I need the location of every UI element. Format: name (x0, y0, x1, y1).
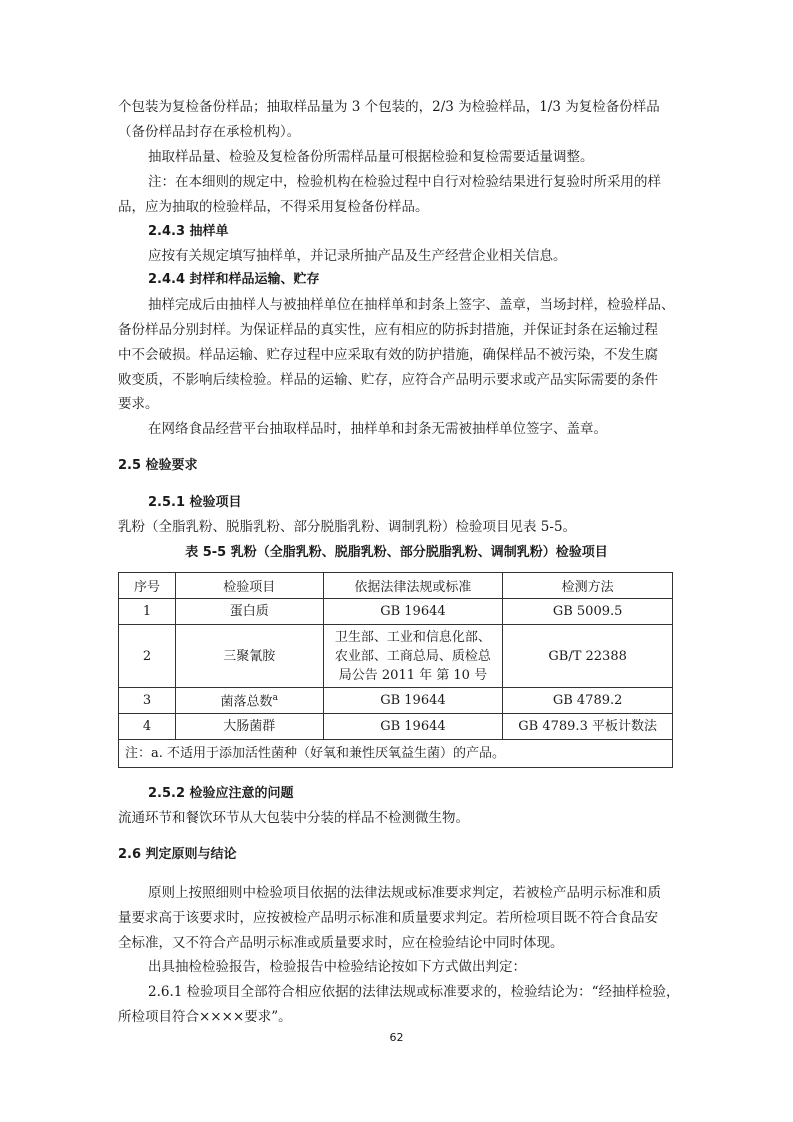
table-row (119, 625, 673, 688)
table-row (119, 599, 673, 625)
column-header: 检测方法 (503, 573, 673, 599)
cell-item: 蛋白质 (175, 599, 323, 625)
section-heading: 2.4.3 抽样单 (148, 224, 229, 239)
basis-line: 卫生部、工业和信息化部、 (334, 629, 491, 645)
cell-item (175, 688, 323, 714)
item-label: 菌落总数 (220, 694, 273, 710)
paragraph-line: 量要求高于该要求时，应按被检产品明示标准和质量要求判定。若所检项目既不符合食品安 (118, 910, 658, 926)
table-header-row (119, 573, 673, 599)
note-line: 品，应为抽取的检验样品，不得采用复检备份样品。 (118, 199, 429, 215)
paragraph-line: 败变质，不影响后续检验。样品的运输、贮存，应符合产品明示要求或产品实际需要的条件 (118, 372, 658, 388)
paragraph-line: 备份样品分别封样。为保证样品的真实性，应有相应的防拆封措施，并保证封条在运输过程 (118, 322, 658, 338)
cell-method: GB 5009.5 (503, 599, 673, 625)
cell-basis: GB 19644 (323, 599, 503, 625)
note-line: 注：在本细则的规定中，检验机构在检验过程中自行对检验结果进行复验时所采用的样 (148, 174, 661, 190)
paragraph-line: 要求。 (118, 396, 159, 412)
paragraph-line: 抽样完成后由抽样人与被抽样单位在抽样单和封条上签字、盖章，当场封样，检验样品、 (148, 297, 675, 313)
cell-method: GB 4789.2 (503, 688, 673, 714)
cell-basis: GB 19644 (323, 688, 503, 714)
column-header: 序号 (119, 573, 176, 599)
paragraph-line: 在网络食品经营平台抽取样品时，抽样单和封条无需被抽样单位签字、盖章。 (148, 421, 607, 437)
cell-no: 4 (119, 714, 176, 740)
section-heading: 2.6 判定原则与结论 (118, 847, 237, 862)
cell-basis (323, 625, 503, 688)
table-row (119, 714, 673, 740)
table-note-row (119, 740, 673, 768)
section-heading: 2.5.1 检验项目 (148, 495, 242, 510)
cell-method: GB/T 22388 (503, 625, 673, 688)
paragraph-line: 应按有关规定填写抽样单，并记录所抽产品及生产经营企业相关信息。 (148, 248, 567, 264)
paragraph-line: 个包装为复检备份样品；抽取样品量为 3 个包装的，2/3 为检验样品，1/3 为复检备份样品 (118, 99, 660, 115)
table-caption: 表 5-5 乳粉（全脂乳粉、脱脂乳粉、部分脱脂乳粉、调制乳粉）检验项目 (185, 545, 608, 560)
basis-line: 农业部、工商总局、质检总 (334, 648, 491, 664)
section-heading: 2.4.4 封样和样品运输、贮存 (148, 272, 320, 287)
paragraph-line: 出具抽检检验报告，检验报告中检验结论按如下方式做出判定： (148, 959, 526, 975)
page-number: 62 (389, 1031, 404, 1044)
cell-item: 大肠菌群 (175, 714, 323, 740)
inspection-items-table (118, 572, 673, 768)
cell-no: 2 (119, 625, 176, 688)
cell-no: 1 (119, 599, 176, 625)
paragraph-line: 抽取样品量、检验及复检备份所需样品量可根据检验和复检需要适量调整。 (148, 149, 594, 165)
paragraph-line: 乳粉（全脂乳粉、脱脂乳粉、部分脱脂乳粉、调制乳粉）检验项目见表 5-5。 (118, 519, 577, 535)
paragraph-line: 所检项目符合××××要求”。 (118, 1009, 292, 1025)
paragraph-line: 中不会破损。样品运输、贮存过程中应采取有效的防护措施，确保样品不被污染，不发生腐 (118, 347, 658, 363)
table-row (119, 688, 673, 714)
cell-basis: GB 19644 (323, 714, 503, 740)
footnote-marker: a (272, 693, 278, 704)
section-heading: 2.5 检验要求 (118, 458, 198, 473)
cell-item: 三聚氰胺 (175, 625, 323, 688)
cell-method: GB 4789.3 平板计数法 (503, 714, 673, 740)
paragraph-line: 全标准，又不符合产品明示标准或质量要求时，应在检验结论中同时体现。 (118, 935, 564, 951)
column-header: 检验项目 (175, 573, 323, 599)
paragraph-line: （备份样品封存在承检机构）。 (118, 124, 301, 140)
cell-no: 3 (119, 688, 176, 714)
table-note: 注：a. 不适用于添加活性菌种（好氧和兼性厌氧益生菌）的产品。 (119, 740, 673, 768)
column-header: 依据法律法规或标准 (323, 573, 503, 599)
paragraph-line: 2.6.1 检验项目全部符合相应依据的法律法规或标准要求的，检验结论为：“经抽样检验， (148, 984, 680, 1000)
paragraph-line: 流通环节和餐饮环节从大包装中分装的样品不检测微生物。 (118, 810, 469, 826)
section-heading: 2.5.2 检验应注意的问题 (148, 786, 294, 801)
basis-line: 局公告 2011 年 第 10 号 (338, 667, 488, 683)
paragraph-line: 原则上按照细则中检验项目依据的法律法规或标准要求判定，若被检产品明示标准和质 (148, 885, 661, 901)
